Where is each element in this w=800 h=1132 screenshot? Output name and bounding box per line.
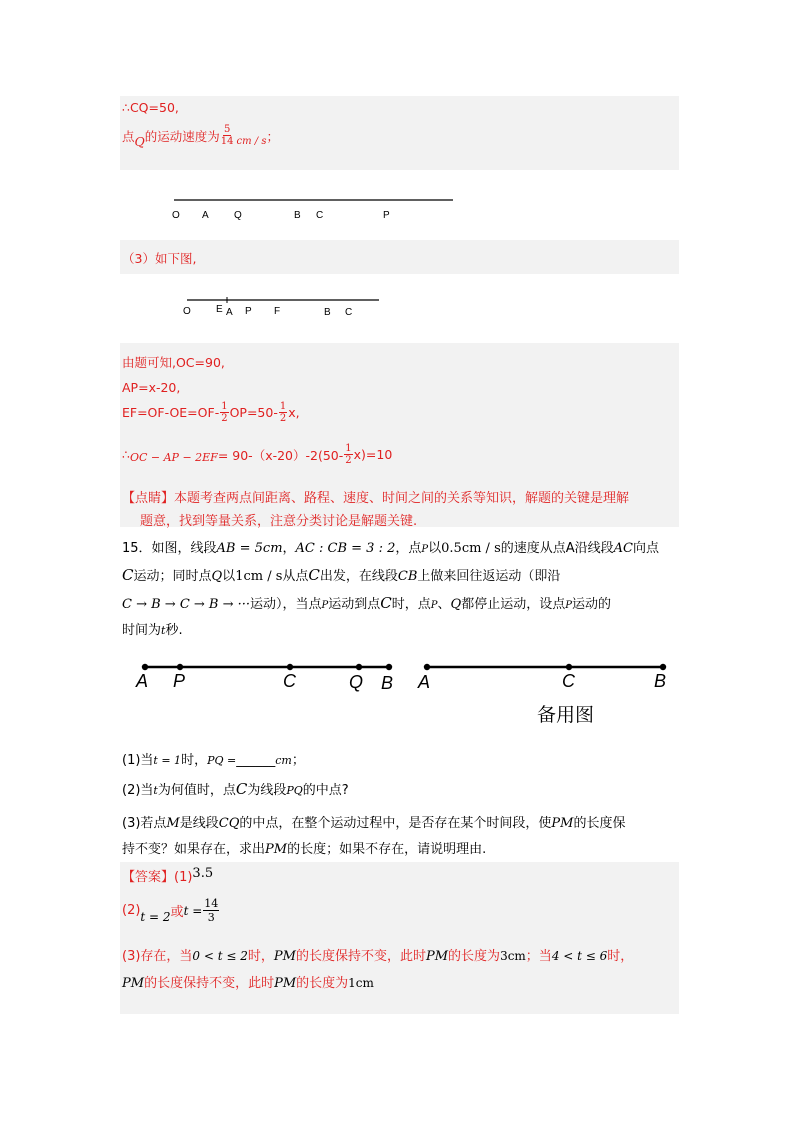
- solution-band-2: [120, 240, 679, 274]
- text: 运动的: [571, 597, 611, 612]
- math: P: [430, 600, 438, 611]
- subquestion-3-cont: [122, 838, 486, 857]
- text: 的长度为: [448, 949, 501, 964]
- text: 时，: [247, 949, 274, 964]
- unit: cm / s: [236, 136, 267, 147]
- answer-blank[interactable]: ______: [236, 753, 276, 768]
- fraction-half: [279, 401, 287, 424]
- math: Q: [450, 597, 462, 612]
- point-label-P: P: [383, 210, 390, 221]
- answer-line-3: [122, 945, 633, 964]
- text: 、: [437, 597, 451, 612]
- math: AB = 5cm: [216, 541, 283, 556]
- text: 或: [170, 905, 184, 920]
- fraction: [203, 897, 219, 924]
- segment-figure-3: [130, 655, 690, 735]
- math: C: [380, 594, 392, 612]
- point-label-B: B: [324, 307, 331, 318]
- point-label-C: C: [316, 210, 324, 221]
- text: 点: [122, 128, 135, 144]
- text: 是线段: [179, 816, 219, 831]
- point-label-P: P: [173, 671, 186, 691]
- text: ∴CQ=50,: [122, 100, 179, 115]
- point-label-A: A: [226, 307, 233, 318]
- text: 的长度保持不变，此时: [295, 949, 426, 964]
- text: 的长度；如果不存在，请说明理由.: [287, 842, 487, 857]
- point-label-A: A: [136, 671, 149, 691]
- question-line: [122, 593, 611, 612]
- text: OP=50-: [229, 405, 278, 420]
- text: 出发，在线段: [319, 569, 398, 584]
- point-B: [386, 664, 392, 670]
- math: AC : CB = 3 : 2: [295, 541, 396, 556]
- math-expression: OC − AP − 2EF: [129, 451, 218, 464]
- subquestion-1: [122, 749, 305, 768]
- comment-text: 题意，找到等量关系，注意分类讨论是解题关键.: [140, 514, 418, 529]
- point-label-C: C: [283, 671, 296, 691]
- text: ；当: [525, 949, 552, 964]
- point-C: [287, 664, 293, 670]
- math: PM: [273, 949, 296, 964]
- text: (3)存在，当: [122, 949, 193, 964]
- text: 运动），当点: [250, 597, 322, 612]
- math: t: [161, 624, 166, 637]
- answer-line-1: [122, 866, 213, 885]
- text: （3）如下图,: [122, 251, 197, 266]
- spare-figure: [417, 664, 666, 726]
- text: ；: [291, 753, 305, 768]
- text: 运动；同时点: [133, 569, 212, 584]
- text-line: [122, 353, 225, 371]
- math: CQ: [218, 816, 240, 831]
- math: 1cm: [348, 976, 374, 990]
- math: cm: [275, 754, 292, 767]
- point-label-Q: Q: [234, 210, 242, 221]
- point-B: [660, 664, 666, 670]
- math: t = 1: [153, 754, 182, 767]
- text: 从点: [282, 569, 309, 584]
- text-line: [122, 380, 180, 395]
- point-label-E: E: [216, 304, 223, 315]
- point-label-B: B: [654, 671, 667, 691]
- math: C → B → C → B → ···: [122, 597, 251, 612]
- text: 由题可知,OC=90,: [122, 355, 225, 370]
- text: 的运动速度为: [144, 128, 220, 144]
- text: 的中点?: [302, 783, 349, 798]
- math: AC: [613, 541, 633, 556]
- question-line: [122, 537, 659, 556]
- math: C: [308, 566, 320, 584]
- point-Q: [356, 664, 362, 670]
- math: 0 < t ≤ 2: [192, 949, 248, 963]
- question-line: [122, 565, 560, 584]
- math: P: [565, 600, 572, 611]
- point-label-Q: Q: [349, 672, 364, 692]
- fraction: [221, 124, 234, 147]
- math: P: [421, 544, 429, 555]
- math: 1cm / s: [235, 569, 283, 584]
- math: CB: [397, 569, 418, 584]
- text: AP=x-20,: [122, 380, 181, 395]
- fraction-half: [220, 401, 228, 424]
- main-figure: [135, 664, 393, 693]
- math: C: [122, 566, 134, 584]
- text: 的长度为: [296, 976, 349, 991]
- text-line: [122, 100, 179, 115]
- point-label-C: C: [562, 671, 575, 691]
- numerator: 1: [279, 401, 287, 412]
- text-line: [122, 487, 629, 506]
- point-label-F: F: [274, 306, 281, 317]
- text: ，点: [395, 541, 422, 556]
- text: 为何值时，点: [157, 783, 236, 798]
- math: 4 < t ≤ 6: [551, 949, 608, 963]
- text: 持不变？如果存在，求出: [122, 842, 266, 857]
- comment-text: 【点睛】本题考查两点间距离、路程、速度、时间之间的关系等知识，解题的关键是理解: [122, 491, 630, 506]
- point-label-O: O: [172, 210, 180, 221]
- text: ，: [282, 541, 296, 556]
- text: 15．如图，线段: [122, 541, 217, 556]
- denominator: 14: [220, 136, 234, 147]
- text-line: [122, 443, 392, 466]
- text: 时间为: [122, 623, 162, 638]
- text: (2)当: [122, 783, 154, 798]
- text: 运动到点: [328, 597, 381, 612]
- text: 的长度保: [573, 816, 626, 831]
- denominator: 3: [207, 911, 215, 924]
- point-C: [566, 664, 572, 670]
- numerator: 5: [223, 124, 231, 135]
- point-label-A: A: [418, 672, 431, 692]
- math: PM: [265, 842, 288, 857]
- text: x,: [288, 405, 300, 420]
- text-line: [122, 401, 300, 424]
- text: 上做来回往返运动（即沿: [417, 569, 561, 584]
- math: C: [235, 780, 248, 798]
- math: 3cm: [500, 949, 526, 963]
- math: PM: [274, 976, 297, 991]
- math: P: [321, 600, 329, 611]
- figure-caption: 备用图: [537, 705, 595, 726]
- math: PM: [425, 949, 449, 964]
- text: 【答案】(1): [122, 870, 193, 885]
- math: t: [153, 784, 158, 797]
- answer-line-2: [122, 897, 220, 924]
- text: 时，: [607, 949, 634, 964]
- text: (1)当: [122, 753, 154, 768]
- text: 时，: [181, 753, 208, 768]
- text: 为线段: [247, 783, 287, 798]
- question-line: [122, 619, 183, 638]
- math: PM: [551, 816, 574, 831]
- text: (3)若点: [122, 816, 167, 831]
- text: = 90-（x-20）-2(50-: [217, 447, 344, 463]
- text: x)=10: [353, 447, 393, 462]
- math: PQ =: [207, 754, 237, 767]
- subquestion-2: [122, 779, 349, 798]
- point-label-A: A: [202, 210, 209, 221]
- text: ∴: [122, 447, 130, 462]
- answer-line-4: [122, 972, 374, 991]
- text: 都停止运动，设点: [461, 597, 566, 612]
- point-A: [424, 664, 430, 670]
- math: Q: [211, 569, 223, 584]
- math: PQ: [286, 784, 303, 797]
- text: EF=OF-OE=OF-: [122, 405, 220, 420]
- point-A: [142, 664, 148, 670]
- math: M: [166, 816, 180, 831]
- math: 3.5: [192, 866, 214, 881]
- numerator: 14: [204, 897, 219, 910]
- number-line-figure-2: [175, 290, 395, 322]
- number-line-figure-1: [150, 188, 470, 224]
- point-label-P: P: [245, 306, 252, 317]
- point-label-C: C: [345, 307, 353, 318]
- denominator: 2: [221, 413, 228, 424]
- text: 的中点，在整个运动过程中，是否存在某个时间段，使: [239, 816, 552, 831]
- denominator: 2: [279, 413, 287, 424]
- text: 秒.: [165, 623, 183, 638]
- point-label-B: B: [294, 210, 301, 221]
- math: t = 2: [140, 909, 171, 924]
- point-P: [177, 664, 183, 670]
- numerator: 1: [221, 401, 228, 412]
- text: 以: [222, 569, 236, 584]
- text: (2): [122, 903, 141, 918]
- text: 时，点: [391, 597, 431, 612]
- point-label-O: O: [183, 306, 191, 317]
- text: ；: [266, 128, 279, 144]
- text: 以: [428, 541, 442, 556]
- fraction-half: [344, 443, 352, 466]
- text: 的速度从点A沿线段: [500, 541, 614, 556]
- math: PM: [122, 976, 145, 991]
- denominator: 2: [345, 455, 352, 466]
- text-line: [122, 249, 196, 267]
- math: t =: [183, 903, 203, 918]
- subquestion-3: [122, 812, 625, 831]
- math-var: Q: [134, 134, 145, 149]
- text-line: [140, 510, 417, 529]
- text: 向点: [633, 541, 660, 556]
- text-line: [122, 124, 279, 147]
- point-label-B: B: [381, 673, 394, 693]
- math: 0.5cm / s: [441, 541, 501, 556]
- text: 的长度保持不变，此时: [144, 976, 275, 991]
- numerator: 1: [345, 443, 352, 454]
